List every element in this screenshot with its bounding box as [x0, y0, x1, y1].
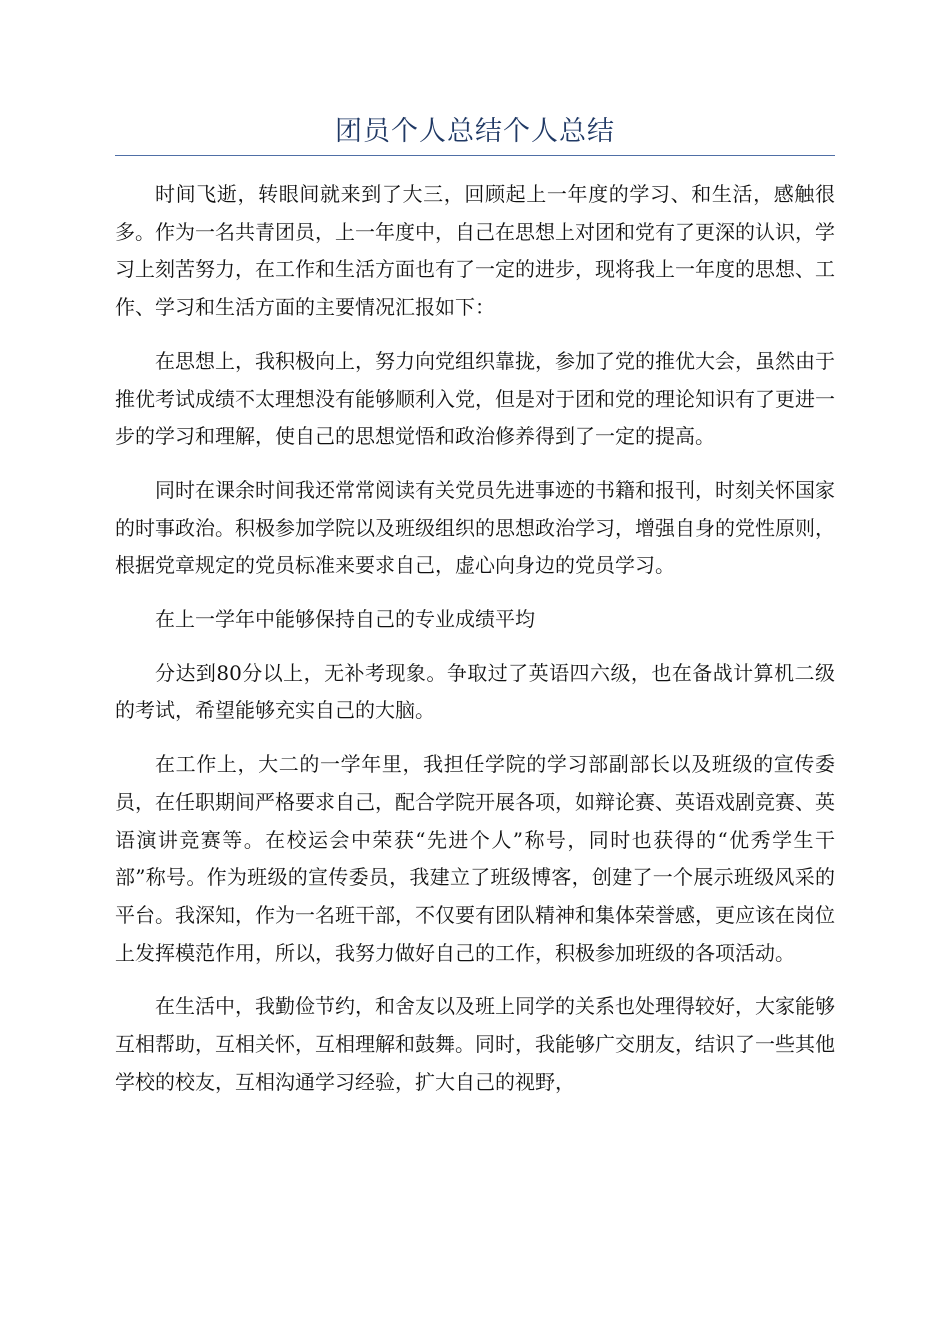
paragraph-life: 在生活中，我勤俭节约，和舍友以及班上同学的关系也处理得较好，大家能够互相帮助，互相关怀，互相理解和鼓舞。同时，我能够广交朋友，结识了一些其他学校的校友，互相沟通学习经验，扩大自己的视野， — [115, 994, 835, 1094]
paragraph-ideology: 在思想上，我积极向上，努力向党组织靠拢，参加了党的推优大会，虽然由于推优考试成绩不太理想没有能够顺利入党，但是对于团和党的理论知识有了更进一步的学习和理解，使自己的思想觉悟和政治修养得到了一定的提高。 — [115, 348, 835, 449]
paragraph-study-2: 分达到80分以上，无补考现象。争取过了英语四六级，也在备战计算机二级的考试，希望能够充实自己的大脑。 — [115, 660, 835, 723]
document-body — [115, 176, 835, 1117]
paragraph-intro: 时间飞逝，转眼间就来到了大三，回顾起上一年度的学习、和生活，感触很多。作为一名共青团员，上一年度中，自己在思想上对团和党有了更深的认识，学习上刻苦努力，在工作和生活方面也有了一定的进步，现将我上一年度的思想、工作、学习和生活方面的主要情况汇报如下： — [115, 182, 835, 320]
paragraph-work: 在工作上，大二的一学年里，我担任学院的学习部副部长以及班级的宣传委员，在任职期间严格要求自己，配合学院开展各项，如辩论赛、英语戏剧竞赛、英语演讲竞赛等。在校运会中荣获“先进个人”称号，同时也获得的“优秀学生干部”称号。作为班级的宣传委员，我建立了班级博客，创建了一个展示班级风采的平台。我深知，作为一名班干部，不仅要有团队精神和集体荣誉感，更应该在岗位上发挥模范作用，所以，我努力做好自己的工作，积极参加班级的各项活动。 — [115, 752, 835, 965]
document-title: 团员个人总结个人总结 — [335, 116, 615, 147]
paragraph-reading: 同时在课余时间我还常常阅读有关党员先进事迹的书籍和报刊，时刻关怀国家的时事政治。积极参加学院以及班级组织的思想政治学习，增强自身的党性原则，根据党章规定的党员标准来要求自己，虚心向身边的党员学习。 — [115, 477, 835, 578]
title-underline — [115, 155, 835, 156]
paragraph-study-1: 在上一学年中能够保持自己的专业成绩平均 — [155, 607, 535, 632]
